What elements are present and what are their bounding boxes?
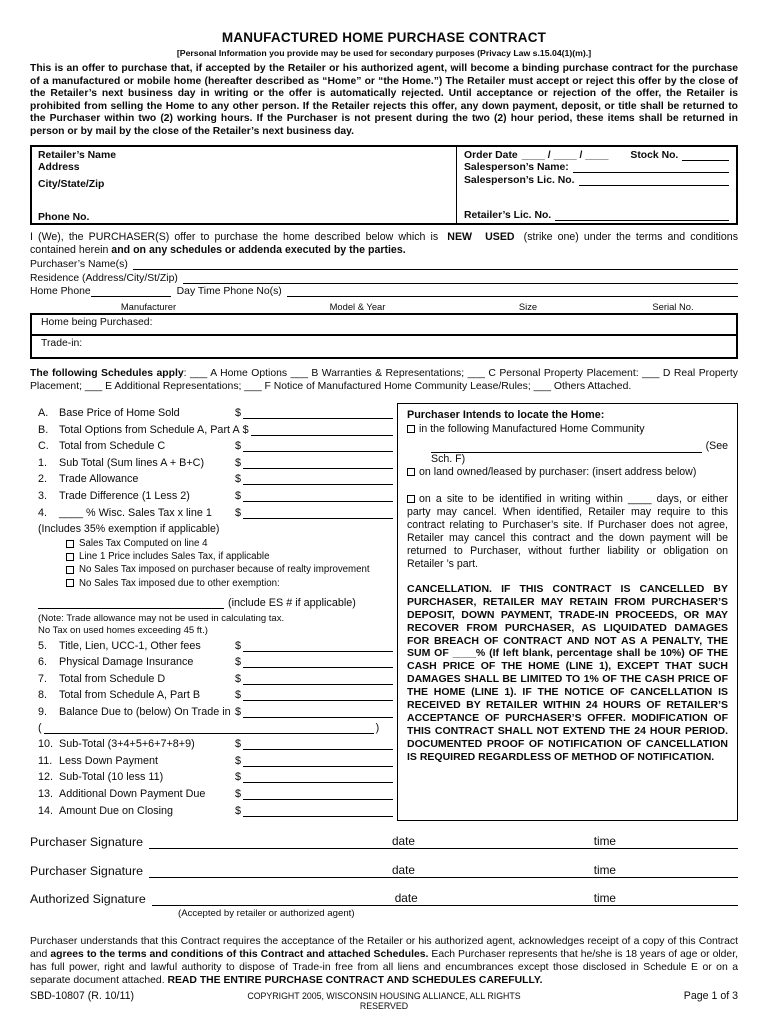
retailer-right-cell [457, 147, 736, 223]
closing-paragraph: Purchaser understands that this Contract requires the acceptance of the Retailer or his authorized agent, acknowledges receipt of a copy of this Contract and agrees to the terms and conditions of this Contract and attached Schedules. Each Purchaser represents that he/she is 18 years of age or older, has full power, right and lawful authority to dispose of Trade-in free from all liens and encumbrances except those disclosed in Schedule E or on a separate document attached. READ THE ENTIRE PURCHASE CONTRACT AND SCHEDULES CAREFULLY. [30, 936, 738, 987]
date-label: date [391, 834, 415, 849]
home-phone-label: Home Phone [30, 286, 91, 298]
checkbox-icon[interactable] [407, 425, 415, 433]
salesperson-name-field[interactable] [573, 162, 729, 173]
no-tax-note: No Tax on used homes exceeding 45 ft.) [38, 624, 208, 636]
schedules-paragraph: The following Schedules apply: ___ A Home Options ___ B Warranties & Representations; ___ C Personal Property Placement: ___ D Real Property Placement; ___ E Additional Representations; ___ F Notice of Manufactured Home Community Lease/Rules; ___ Others Attached. [30, 368, 738, 393]
col-serial-no: Serial No. [652, 301, 694, 313]
home-being-purchased-row[interactable]: Home being Purchased: [32, 315, 736, 336]
price-row-10: 10. Sub-Total (3+4+5+6+7+8+9) $ [38, 738, 393, 750]
privacy-note: [Personal Information you provide may be used for secondary purposes (Privacy Law s.15.04(1)(m).] [176, 48, 592, 58]
amount-field-7[interactable] [243, 673, 393, 685]
tax-option-row: No Sales Tax imposed due to other exemption: [66, 578, 393, 589]
order-date-field[interactable]: ____ / ____ / ____ [521, 149, 609, 161]
residence-label: Residence (Address/City/St/Zip) [30, 272, 178, 284]
amount-field-13[interactable] [243, 788, 393, 800]
amount-field-2[interactable] [243, 473, 393, 485]
checkbox-icon[interactable] [407, 495, 415, 503]
home-table [30, 313, 738, 359]
purchaser-signature-row-2: Purchaser Signature date time [30, 863, 738, 878]
price-row-c: C. Total from Schedule C $ [38, 440, 393, 452]
amount-field-14[interactable] [243, 805, 393, 817]
price-row-11: 11. Less Down Payment $ [38, 755, 393, 767]
community-name-field[interactable] [431, 442, 702, 453]
signature-field[interactable] [149, 863, 738, 878]
checkbox-icon[interactable] [66, 540, 74, 548]
retailer-left-cell [32, 147, 457, 223]
trade-in-row[interactable]: Trade-in: [41, 338, 83, 350]
purchaser-names-label: Purchaser’s Name(s) [30, 259, 128, 271]
stock-no-label: Stock No. [630, 149, 679, 161]
amount-field-1[interactable] [243, 457, 393, 469]
retailer-info-box [30, 145, 738, 225]
amount-field-12[interactable] [243, 771, 393, 783]
order-date-label: Order Date [464, 149, 518, 161]
accepted-by-note: (Accepted by retailer or authorized agent) [178, 908, 355, 920]
amount-field-11[interactable] [243, 755, 393, 767]
retailer-lic-label: Retailer’s Lic. No. [464, 210, 552, 222]
price-row-13: 13. Additional Down Payment Due $ [38, 788, 393, 800]
home-phone-field[interactable] [91, 286, 171, 297]
form-number: SBD-10807 (R. 10/11) [30, 989, 135, 1002]
residence-field[interactable] [183, 273, 738, 284]
col-manufacturer: Manufacturer [120, 301, 177, 313]
price-row-7: 7. Total from Schedule D $ [38, 673, 393, 685]
purchaser-names-field[interactable] [133, 259, 738, 270]
amount-field-5[interactable] [243, 640, 393, 652]
retailer-name-label[interactable]: Retailer’s Name [38, 149, 116, 161]
amount-field-8[interactable] [243, 689, 393, 701]
checkbox-icon[interactable] [66, 579, 74, 587]
retailer-lic-field[interactable] [555, 210, 729, 221]
amount-field-3[interactable] [243, 490, 393, 502]
price-row-9: 9. Balance Due to (below) On Trade in $ [38, 706, 393, 718]
time-label: time [593, 834, 616, 849]
salesperson-lic-field[interactable] [579, 175, 730, 186]
amount-field-9[interactable] [243, 706, 393, 718]
locate-option-owned-land: on land owned/leased by purchaser: (insert address below) [407, 466, 728, 479]
stock-no-field[interactable] [682, 150, 729, 161]
price-row-b: B. Total Options from Schedule A, Part A $ [38, 424, 393, 436]
other-exemption-row: (include ES # if applicable) [38, 597, 393, 609]
price-row-14: 14. Amount Due on Closing $ [38, 805, 393, 817]
retailer-phone-label[interactable]: Phone No. [38, 212, 90, 224]
col-model-year: Model & Year [329, 301, 386, 313]
retailer-citystatezip-label[interactable]: City/State/Zip [38, 178, 105, 190]
price-row-5: 5. Title, Lien, UCC-1, Other fees $ [38, 640, 393, 652]
retailer-address-label[interactable]: Address [38, 162, 80, 174]
salesperson-lic-label: Salesperson’s Lic. No. [464, 174, 575, 186]
new-option[interactable]: NEW [447, 230, 473, 243]
page-footer [30, 990, 738, 1011]
price-row-4: 4. ____ % Wisc. Sales Tax x line 1 $ [38, 507, 393, 519]
price-row-8: 8. Total from Schedule A, Part B $ [38, 689, 393, 701]
authorized-signature-row: Authorized Signature date time [30, 891, 738, 906]
tax-option-row: No Sales Tax imposed on purchaser because of realty improvement [66, 564, 393, 575]
salesperson-name-label: Salesperson’s Name: [464, 162, 569, 174]
offer-paragraph: I (We), the PURCHASER(S) offer to purchase the home described below which is NEW USED (strike one) under the terms and conditions contained herein and on any schedules or addenda executed by the parties. [30, 230, 738, 256]
balance-due-payee-row: ( ) [38, 721, 380, 734]
price-row-a: A. Base Price of Home Sold $ [38, 407, 393, 419]
tax-option-row: Sales Tax Computed on line 4 [66, 538, 393, 549]
locate-home-box: Purchaser Intends to locate the Home: in the following Manufactured Home Community (See Sch. F) on land owned/leased by purchaser: (insert address below) on a site to be identified in writing within ____ days, or either party may cancel. When identified, Retailer may require to this contract relating to Purchaser’s site. If Purchaser does not agree, Retailer may cancel this contract and the down payment will be returned to Purchaser, without further liability or obligation on Retailer ’s part. CANCELLATION. IF THIS CONTRACT IS CANCELLED BY PURCHASER, RETAILER MAY RETAIN FROM PURCHASER’S DEPOSIT, DOWN PAYMENT, TRADE-IN PROCEEDS, OR MAY RECOVER FROM PURCHASER, AS LIQUIDATED DAMAGES FOR BREACH OF CONTRACT AND NOT AS A PENALTY, THE SUM OF ____% (If left blank, percentage shall be 10%) OF THE CASH PRICE OF THE HOME (LINE 1), EXCEPT THAT SUCH DAMAGES SHALL BE LIMITED TO 1% OF THE CASH PRICE OF THE HOME (LINE 1). IF THE NOTICE OF CANCELLATION IS RECEIVED BY RETAILER WITHIN 24 HOURS OF RETAILER’S ACCEPTANCE OF PURCHASER’S OFFER. MODIFICATION OF THIS CONTRACT SHALL NOT EXTEND THE 24 HOUR PERIOD. DOCUMENTED PROOF OF NOTIFICATION OF CANCELLATION IS REQUIRED REGARDLESS OF METHOD OF NOTIFICATION. [397, 403, 738, 821]
price-row-2: 2. Trade Allowance $ [38, 473, 393, 485]
signature-field[interactable] [149, 834, 738, 849]
amount-field-b[interactable] [251, 424, 393, 436]
pricing-column [30, 403, 393, 821]
copyright-text: COPYRIGHT 2005, WISCONSIN HOUSING ALLIANCE, ALL RIGHTS RESERVED [247, 990, 521, 1011]
price-row-1: 1. Sub Total (Sum lines A + B+C) $ [38, 457, 393, 469]
col-size: Size [518, 301, 538, 313]
amount-field-6[interactable] [243, 656, 393, 668]
amount-field-c[interactable] [243, 440, 393, 452]
trade-allowance-note: (Note: Trade allowance may not be used in calculating tax. [38, 612, 285, 624]
price-row-12: 12. Sub-Total (10 less 11) $ [38, 771, 393, 783]
signature-section [30, 834, 738, 919]
amount-field-10[interactable] [243, 738, 393, 750]
other-exemption-field[interactable] [38, 597, 224, 609]
locate-heading: Purchaser Intends to locate the Home: [407, 408, 605, 421]
checkbox-icon[interactable] [66, 553, 74, 561]
purchaser-signature-row-1: Purchaser Signature date time [30, 834, 738, 849]
checkbox-icon[interactable] [407, 468, 415, 476]
date-label: date [394, 891, 418, 906]
time-label: time [593, 862, 616, 877]
date-label: date [391, 862, 415, 877]
tax-option-row: Line 1 Price includes Sales Tax, if applicable [66, 551, 393, 562]
price-row-3: 3. Trade Difference (1 Less 2) $ [38, 490, 393, 502]
checkbox-icon[interactable] [66, 566, 74, 574]
page-title: MANUFACTURED HOME PURCHASE CONTRACT [221, 30, 547, 45]
price-row-6: 6. Physical Damage Insurance $ [38, 656, 393, 668]
locate-option-community: in the following Manufactured Home Community [407, 423, 728, 436]
amount-field-a[interactable] [243, 407, 393, 419]
used-option[interactable]: USED [485, 230, 515, 243]
time-label: time [593, 891, 616, 906]
page-number: Page 1 of 3 [683, 989, 738, 1002]
balance-due-payee-field[interactable] [44, 722, 374, 734]
day-phone-label: Day Time Phone No(s) [176, 286, 282, 298]
intro-paragraph: This is an offer to purchase that, if accepted by the Retailer or his authorized agent, will become a binding purchase contract for the purchase of a manufactured or mobile home (hereafter described as “Home” or “the Home.”) The Retailer must accept or reject this offer by the close of the Retailer’s next business day in writing or the offer is automatically rejected. Until acceptance or rejection of the offer, the Retailer is prohibited from selling the Home to any other person. If the Retailer rejects this offer, any down payment, deposit, or title shall be returned to the Purchaser within two (2) working hours. If the Purchaser is not present during the two (2) hour period, these items shall be returned in person or by mail by the close of the Retailer’s next business day. [30, 63, 738, 137]
cancellation-clause: CANCELLATION. IF THIS CONTRACT IS CANCELLED BY PURCHASER, RETAILER MAY RETAIN FROM PURCHASER’S DEPOSIT, DOWN PAYMENT, TRADE-IN PROCEEDS, OR MAY RECOVER FROM PURCHASER, AS LIQUIDATED DAMAGES FOR BREACH OF CONTRACT AND NOT AS A PENALTY, THE SUM OF ____% (If left blank, percentage shall be 10%) OF THE CASH PRICE OF THE HOME (LINE 1), EXCEPT THAT SUCH DAMAGES SHALL BE LIMITED TO 1% OF THE CASH PRICE OF THE HOME (LINE 1). IF THE NOTICE OF CANCELLATION IS RECEIVED BY RETAILER WITHIN 24 HOURS OF RETAILER’S ACCEPTANCE OF PURCHASER’S OFFER. MODIFICATION OF THIS CONTRACT SHALL NOT EXTEND THE 24 HOUR PERIOD. DOCUMENTED PROOF OF NOTIFICATION OF CANCELLATION IS REQUIRED REGARDLESS OF METHOD OF NOTIFICATION. [407, 582, 728, 763]
day-phone-field[interactable] [287, 286, 738, 297]
locate-option-site-tbd: on a site to be identified in writing within ____ days, or either party may cancel. When identified, Retailer may require to this contract relating to Purchaser’s site. If Purchaser does not agree, Retailer may cancel this contract and the down payment will be returned to Purchaser, without further liability or obligation on Retailer ’s part. [407, 492, 728, 570]
exemption-note: (Includes 35% exemption if applicable) [38, 523, 220, 536]
signature-field[interactable] [152, 891, 738, 906]
amount-field-4[interactable] [243, 507, 393, 519]
sch-f-ref: Sch. F) [431, 452, 466, 465]
home-table-headers [30, 301, 738, 312]
